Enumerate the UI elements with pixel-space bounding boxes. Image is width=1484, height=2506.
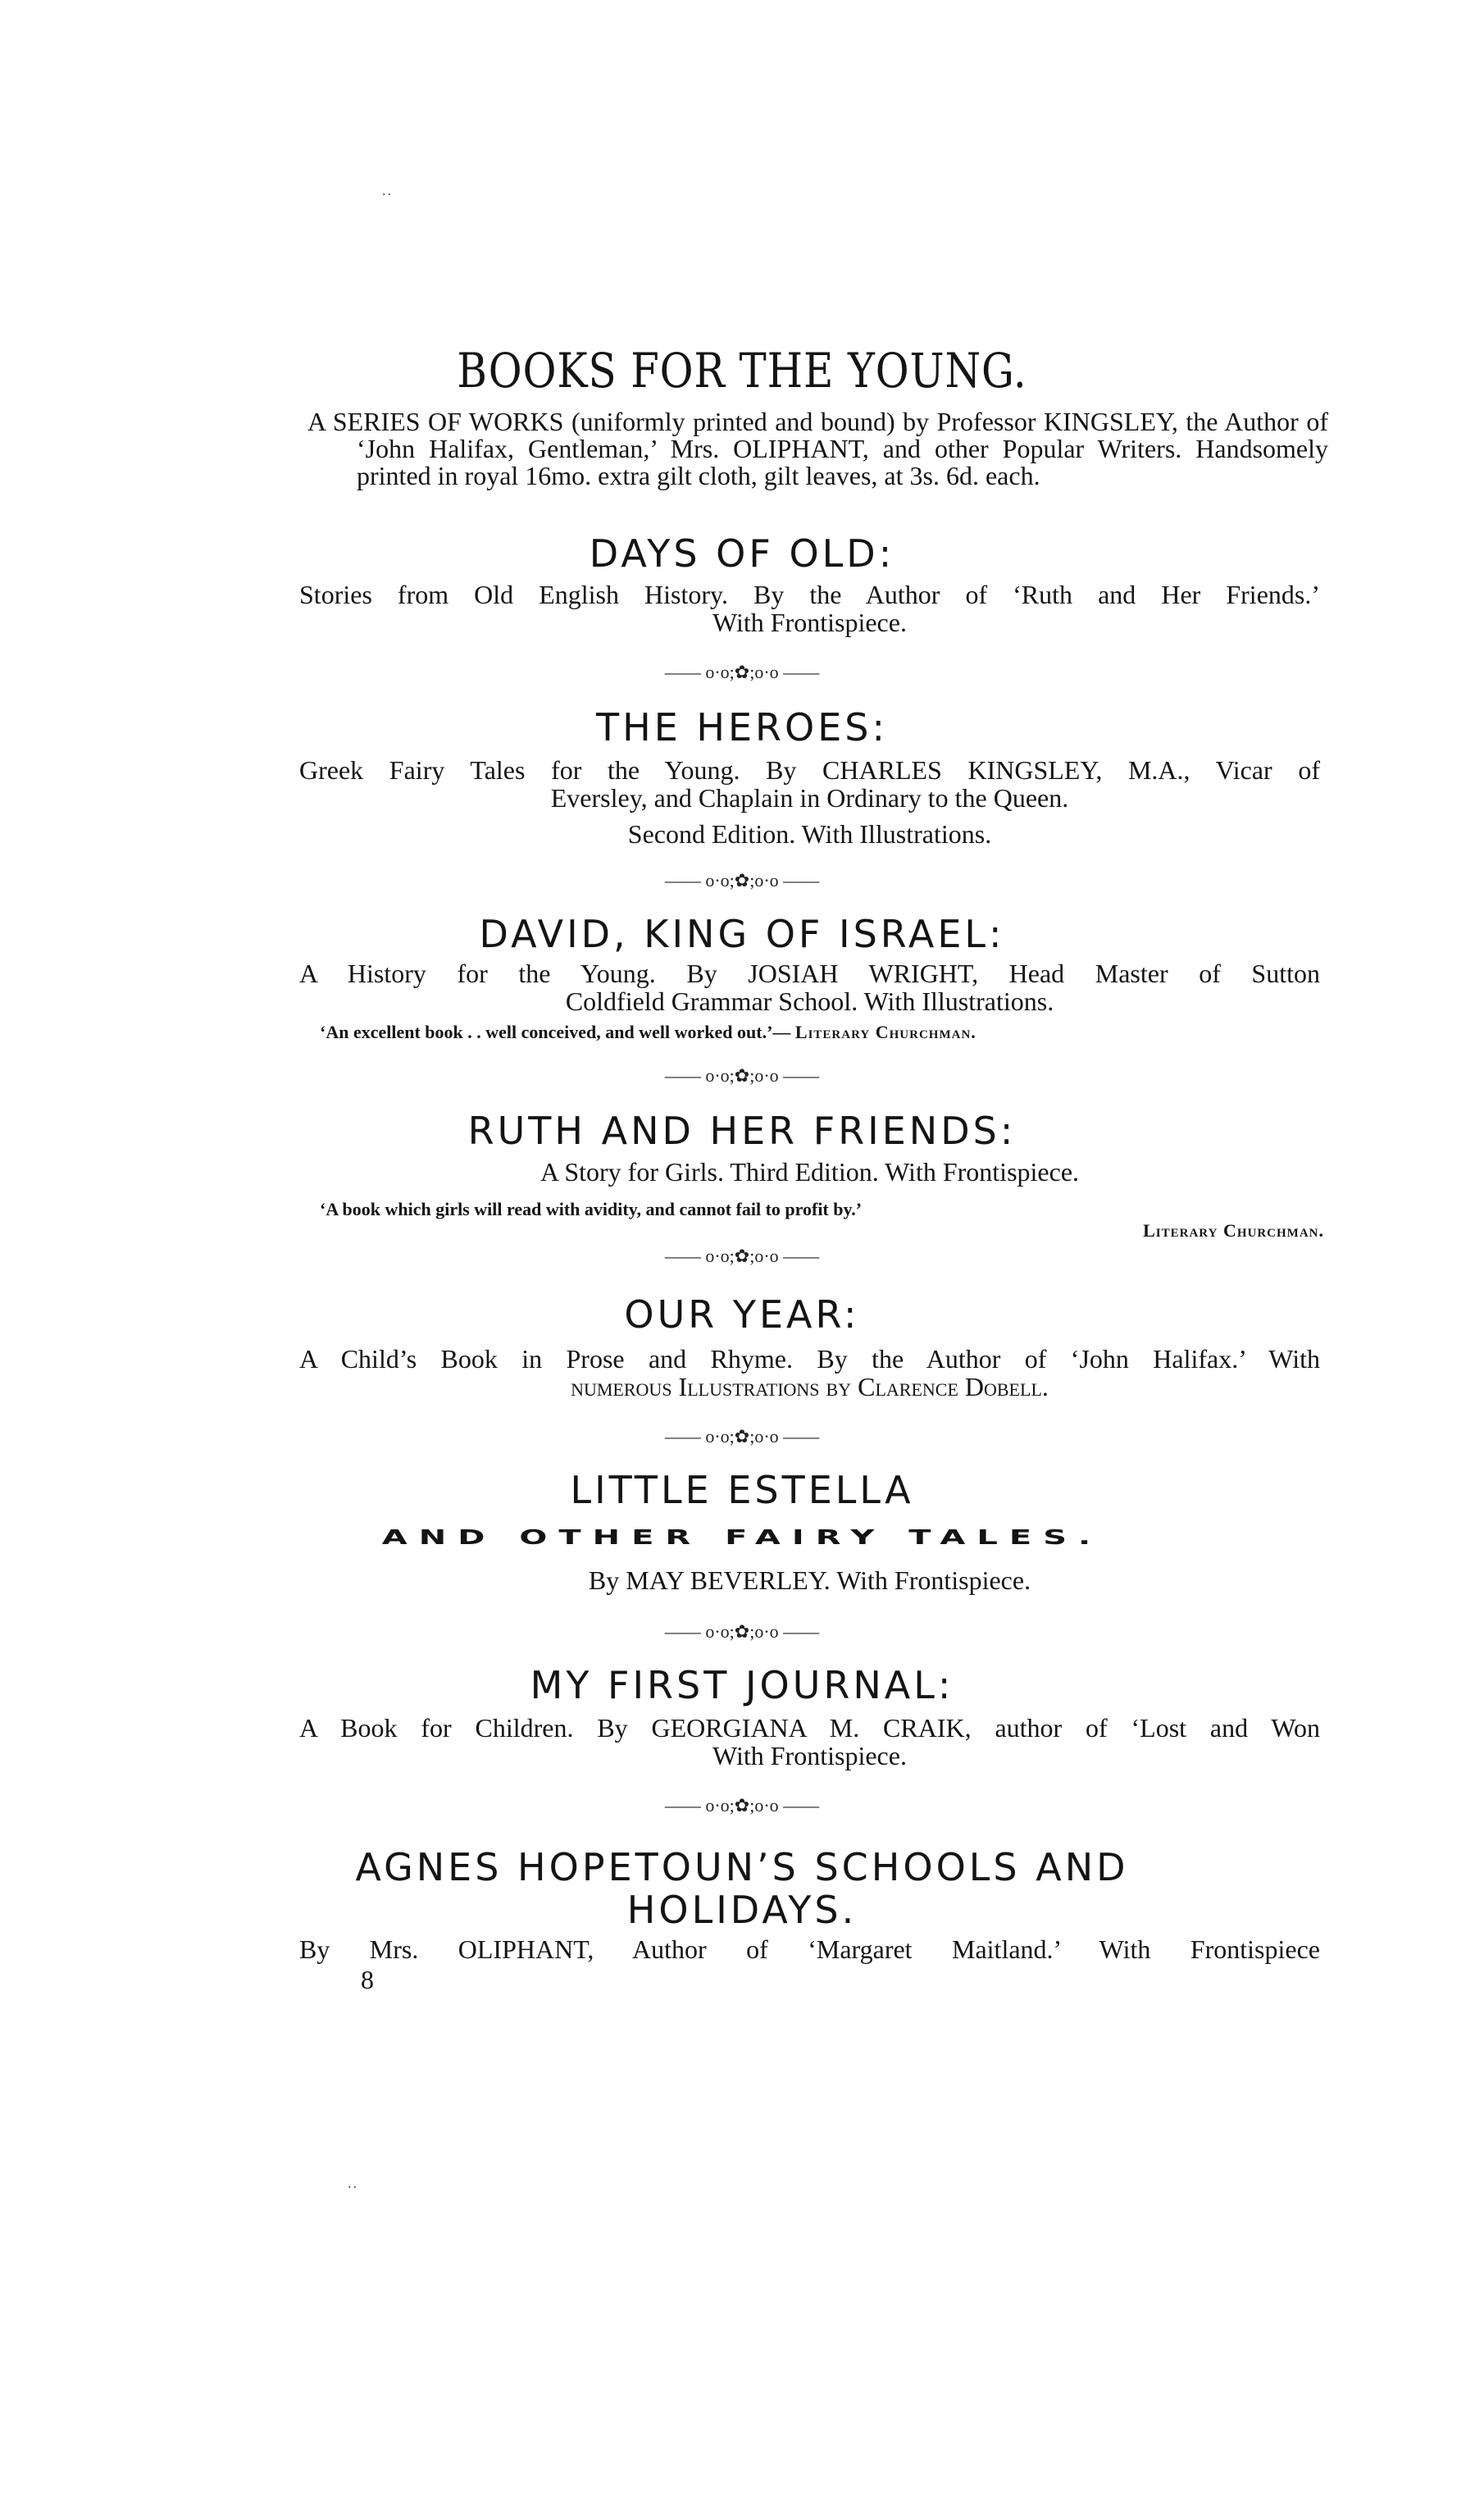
entry-heading-agnes-hopetoun: AGNES HOPETOUN’S SCHOOLS AND (355, 1845, 1129, 1889)
entry-line: With Frontispiece. (712, 608, 907, 637)
entry-subheading-fairy-tales: AND OTHER FAIRY TALES. (381, 1525, 1103, 1550)
entry-line: A Book for Children. By GEORGIANA M. CRAIK, author of ‘Lost and Won (299, 1713, 1320, 1743)
ornament-divider: —— o·o;✿;o·o —— (664, 1065, 820, 1086)
entry-line: Greek Fairy Tales for the Young. By CHARLES KINGSLEY, M.A., Vicar of (299, 755, 1320, 785)
entry-line: numerous Illustrations by Clarence Dobell. (571, 1372, 1049, 1401)
entry-line: Coldfield Grammar School. With Illustrations. (565, 986, 1054, 1016)
entry-description-our-year (299, 1345, 1320, 1401)
quote-source: Literary Churchman. (1143, 1220, 1324, 1241)
entry-line: Stories from Old English History. By the Author of ‘Ruth and Her Friends.’ (299, 580, 1320, 609)
entry-line: A Child’s Book in Prose and Rhyme. By the Author of ‘John Halifax.’ With (299, 1344, 1320, 1374)
page-title: BOOKS FOR THE YOUNG. (457, 343, 1027, 399)
entry-description-my-first-journal (299, 1714, 1320, 1770)
speck-mark-top: .. (382, 182, 393, 198)
entry-description-agnes-hopetoun (299, 1935, 1320, 1963)
speck-mark-bottom: .. (348, 2175, 358, 2191)
entry-heading-days-of-old: DAYS OF OLD: (589, 531, 895, 576)
entry-description-the-heroes (299, 756, 1320, 812)
entry-line: By Mrs. OLIPHANT, Author of ‘Margaret Maitland.’ With Frontispiece (299, 1934, 1320, 1964)
entry-heading-agnes-hopetoun-line2: HOLIDAYS. (626, 1888, 858, 1932)
quote-text: ‘An excellent book . . well conceived, and well worked out.’— (320, 1022, 791, 1042)
entry-line: Eversley, and Chaplain in Ordinary to the Queen. (550, 783, 1069, 813)
entry-heading-little-estella: LITTLE ESTELLA (570, 1468, 914, 1512)
entry-description-little-estella: By MAY BEVERLEY. With Frontispiece. (588, 1565, 1031, 1595)
ornament-divider: —— o·o;✿;o·o —— (664, 1246, 820, 1266)
ornament-divider: —— o·o;✿;o·o —— (664, 870, 820, 891)
ornament-divider: —— o·o;✿;o·o —— (664, 1426, 820, 1447)
entry-edition-the-heroes: Second Edition. With Illustrations. (627, 819, 992, 849)
ornament-divider: —— o·o;✿;o·o —— (664, 1621, 820, 1642)
entry-description-david (299, 959, 1320, 1015)
entry-heading-the-heroes: THE HEROES: (596, 705, 888, 750)
review-quote-ruth: ‘A book which girls will read with avidity, and cannot fail to profit by.’ (320, 1199, 863, 1219)
entry-description-days-of-old (299, 581, 1320, 636)
review-quote-david (320, 1022, 1320, 1043)
entry-line: With Frontispiece. (712, 1741, 907, 1770)
ornament-divider: —— o·o;✿;o·o —— (664, 662, 820, 682)
quote-source: Literary Churchman. (794, 1022, 976, 1042)
page-number: 8 (361, 1965, 374, 1994)
entry-heading-david-king-of-israel: DAVID, KING OF ISRAEL: (479, 912, 1005, 956)
review-quote-ruth-source-wrap (320, 1220, 1324, 1242)
entry-heading-our-year: OUR YEAR: (624, 1292, 860, 1337)
entry-heading-my-first-journal: MY FIRST JOURNAL: (530, 1663, 954, 1707)
entry-heading-ruth-and-her-friends: RUTH AND HER FRIENDS: (467, 1109, 1017, 1153)
entry-line: A History for the Young. By JOSIAH WRIGHT, Head Master of Sutton (299, 959, 1320, 988)
entry-description-ruth: A Story for Girls. Third Edition. With Frontispiece. (539, 1157, 1080, 1187)
series-description: A SERIES OF WORKS (uniformly printed and bound) by Professor KINGSLEY, the Author of ‘John Halifax, Gentleman,’ Mrs. OLIPHANT, and other Popular Writers. Handsomely printed in royal 16mo. extra gilt cloth, gilt leaves, at 3s. 6d. each. (307, 407, 1328, 490)
ornament-divider: —— o·o;✿;o·o —— (664, 1795, 820, 1816)
